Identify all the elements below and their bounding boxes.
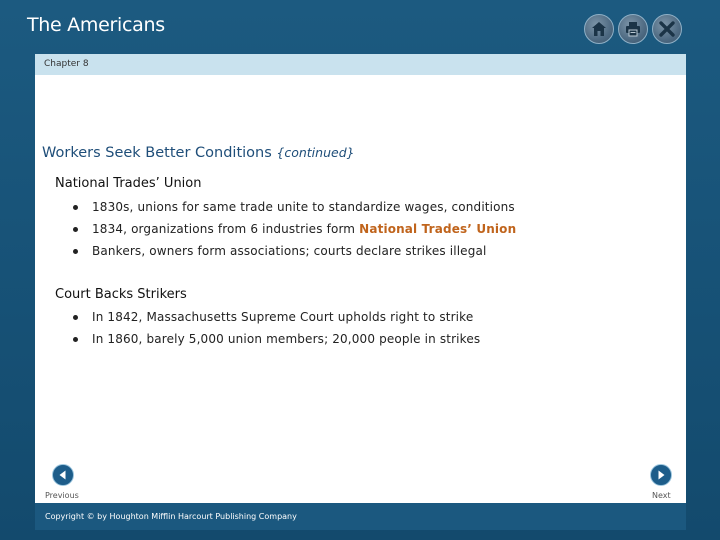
bullet-icon <box>73 227 78 232</box>
slide-panel <box>35 54 686 530</box>
home-icon <box>590 20 608 38</box>
list-item <box>72 240 516 262</box>
print-button[interactable] <box>618 14 648 44</box>
heading-continued: {continued} <box>276 145 355 160</box>
highlight-term: National Trades’ Union <box>359 222 517 236</box>
arrow-right-icon <box>655 469 667 481</box>
copyright-text: Copyright © by Houghton Mifflin Harcourt Publishing Company <box>45 512 297 521</box>
bullet-list <box>72 196 516 262</box>
bullet-text: In 1860, barely 5,000 union members; 20,000 people in strikes <box>92 332 481 346</box>
previous-button[interactable] <box>52 464 74 486</box>
print-icon <box>624 20 642 38</box>
bullet-icon <box>73 337 78 342</box>
close-icon <box>658 20 676 38</box>
bullet-text: 1830s, unions for same trade unite to standardize wages, conditions <box>92 200 515 214</box>
bullet-text: In 1842, Massachusetts Supreme Court upholds right to strike <box>92 310 474 324</box>
list-item <box>72 218 516 240</box>
app-title: The Americans <box>27 14 165 36</box>
home-button[interactable] <box>584 14 614 44</box>
close-button[interactable] <box>652 14 682 44</box>
nav-icon-group <box>584 14 682 44</box>
previous-label[interactable]: Previous <box>45 491 79 500</box>
bullet-icon <box>73 249 78 254</box>
section-title: National Trades’ Union <box>55 176 202 191</box>
next-label[interactable]: Next <box>652 491 671 500</box>
arrow-left-icon <box>57 469 69 481</box>
slide-heading <box>42 145 355 161</box>
bullet-text: Bankers, owners form associations; courts declare strikes illegal <box>92 244 487 258</box>
next-button[interactable] <box>650 464 672 486</box>
chapter-label: Chapter 8 <box>44 59 89 69</box>
list-item <box>72 196 516 218</box>
heading-text: Workers Seek Better Conditions <box>42 145 272 161</box>
footer-bar <box>35 503 686 530</box>
list-item <box>72 306 480 328</box>
list-item <box>72 328 480 350</box>
bullet-list <box>72 306 480 350</box>
bullet-text: 1834, organizations from 6 industries form <box>92 222 360 236</box>
section-title: Court Backs Strikers <box>55 287 187 302</box>
bullet-icon <box>73 315 78 320</box>
chapter-bar <box>35 54 686 75</box>
bullet-icon <box>73 205 78 210</box>
